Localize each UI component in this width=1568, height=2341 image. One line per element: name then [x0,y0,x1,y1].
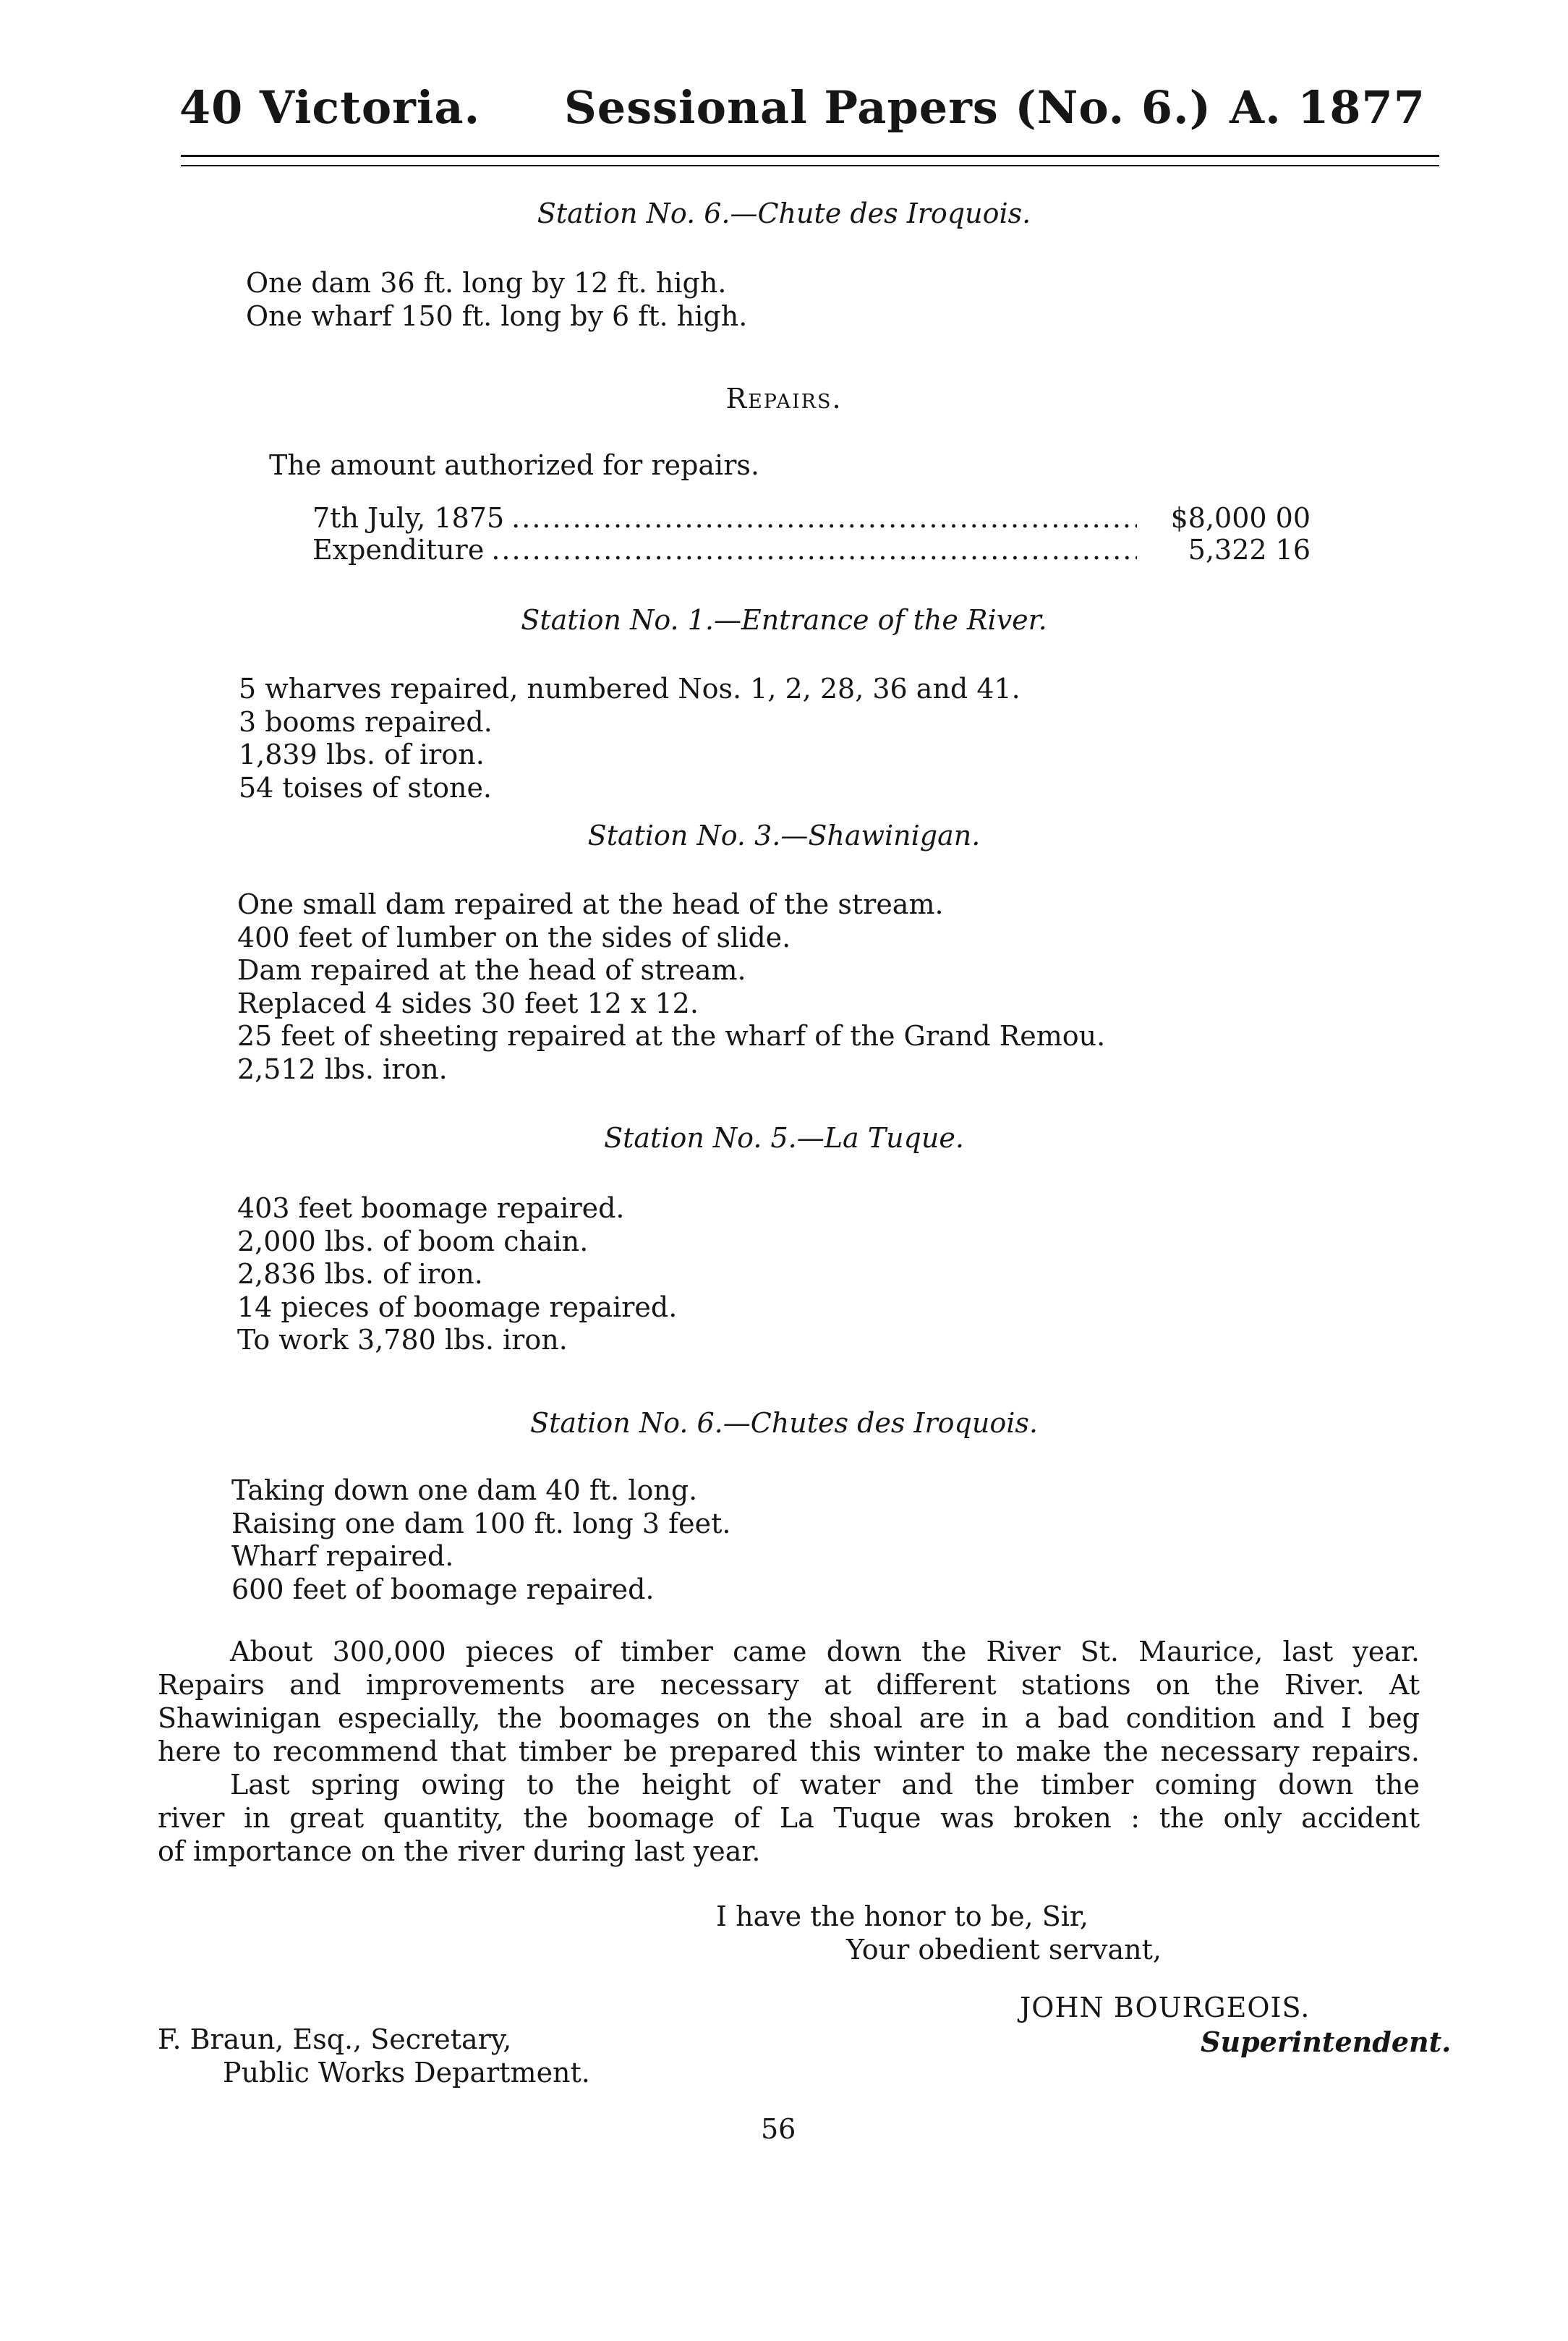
ledger-leader [491,534,1137,566]
list-item: 2,512 lbs. iron. [237,1053,448,1085]
paragraph-line: Repairs and improvements are necessary at different stations on the River. At [158,1669,1420,1701]
station6-top-list [246,266,747,333]
paragraph-line: of importance on the river during last year. [158,1835,761,1867]
repairs-heading: Repairs. [725,383,843,415]
closing-line-2: Your obedient servant, [846,1934,1162,1966]
list-item: Raising one dam 100 ft. long 3 feet. [231,1507,731,1539]
list-item: One small dam repaired at the head of the stream. [237,888,944,920]
station5-list [237,1192,677,1357]
header-rule-thick [181,155,1439,157]
header-left: 40 Victoria. [179,81,481,134]
list-item: One dam 36 ft. long by 12 ft. high. [246,267,727,299]
paragraph-line: Shawinigan especially, the boomages on the shoal are in a bad condition and I beg [158,1702,1420,1734]
header-center: Sessional Papers (No. 6.) [564,81,1211,134]
station5-title: Station No. 5.—La Tuque. [604,1122,964,1154]
ledger-label: 7th July, 1875 [312,502,505,534]
station1-title: Station No. 1.—Entrance of the River. [521,604,1047,636]
list-item: Taking down one dam 40 ft. long. [231,1474,698,1506]
ledger-amount: 5,322 16 [1188,534,1311,566]
addressee-line-1: F. Braun, Esq., Secretary, [158,2023,512,2055]
station6-top-title: Station No. 6.—Chute des Iroquois. [537,197,1031,229]
ledger-label: Expenditure [312,534,485,566]
list-item: 5 wharves repaired, numbered Nos. 1, 2, 28, 36 and 41. [239,673,1021,705]
signatory-title: Superintendent. [1201,2026,1452,2058]
list-item: 2,836 lbs. of iron. [237,1258,483,1290]
list-item: 14 pieces of boomage repaired. [237,1291,678,1323]
paragraph-line: river in great quantity, the boomage of La Tuque was broken : the only accident [158,1802,1420,1834]
list-item: 400 feet of lumber on the sides of slide. [237,921,791,953]
paragraph-line: About 300,000 pieces of timber came down the River St. Maurice, last year. [230,1636,1420,1667]
ledger-row [312,534,1311,566]
list-item: Dam repaired at the head of stream. [237,954,746,986]
paragraph-2 [158,1768,1420,1868]
page-number: 56 [761,2113,796,2145]
closing-line-1: I have the honor to be, Sir, [716,1900,1088,1932]
paragraph-line: Last spring owing to the height of water and the timber coming down the [230,1769,1420,1801]
station1-list [239,673,1021,804]
addressee-line-2: Public Works Department. [223,2057,590,2089]
list-item: To work 3,780 lbs. iron. [237,1324,568,1356]
list-item: Replaced 4 sides 30 feet 12 x 12. [237,987,699,1019]
repairs-intro: The amount authorized for repairs. [269,449,759,481]
list-item: 403 feet boomage repaired. [237,1192,625,1224]
header-rule-thin [181,165,1439,166]
list-item: 1,839 lbs. of iron. [239,739,485,770]
signatory-name: JOHN BOURGEOIS. [1020,1992,1311,2023]
paragraph-line: here to recommend that timber be prepared this winter to make the necessary repairs. [158,1735,1420,1767]
list-item: 600 feet of boomage repaired. [231,1573,655,1605]
ledger-row [312,502,1311,534]
ledger-amount: $8,000 00 [1170,502,1311,534]
list-item: Wharf repaired. [231,1540,454,1572]
station3-list [237,888,1105,1086]
repairs-ledger [312,502,1311,566]
list-item: One wharf 150 ft. long by 6 ft. high. [246,300,748,332]
list-item: 3 booms repaired. [239,705,493,738]
station6-bottom-title: Station No. 6.—Chutes des Iroquois. [530,1407,1038,1439]
paragraph-1 [158,1635,1420,1768]
station3-title: Station No. 3.—Shawinigan. [587,820,981,851]
header-right: A. 1877 [1230,81,1426,134]
list-item: 2,000 lbs. of boom chain. [237,1225,589,1257]
list-item: 25 feet of sheeting repaired at the wharf of the Grand Remou. [237,1020,1106,1052]
station6-bottom-list [231,1474,731,1606]
ledger-leader [511,502,1137,534]
list-item: 54 toises of stone. [239,771,493,804]
